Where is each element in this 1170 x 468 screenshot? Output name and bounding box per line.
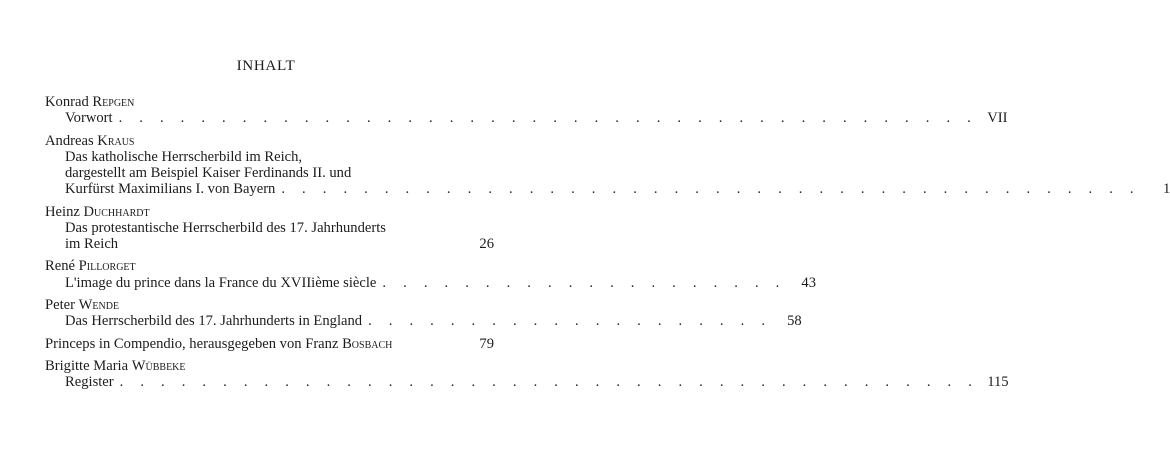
dot-leader: . . . . . . . . . . . . . . . . . . . . . . . . . . . . . . . . . . . . . . . . . . (118, 110, 978, 127)
toc-entry-kraus[interactable] (45, 132, 1170, 198)
author-first-name: Peter (45, 296, 79, 313)
chapter-title: Das Herrscherbild des 17. Jahrhunderts in England (65, 313, 363, 330)
title-line (45, 374, 1009, 391)
author-first-name: Konrad (45, 94, 93, 110)
author-name (45, 94, 494, 110)
author-last-name: Duchhardt (83, 203, 150, 220)
title-line (45, 274, 817, 291)
dot-leader: . . . . . . . . . . . . . . . . . . . . . . . . . . . . . . . . . . . . . . . . . . (281, 181, 1141, 198)
author-last-name: Wende (78, 296, 120, 313)
title-line (45, 313, 802, 330)
author-last-name: Repgen (92, 94, 135, 110)
page-number: 58 (787, 313, 802, 330)
page-number: 43 (801, 274, 817, 291)
title-line (45, 181, 1170, 198)
author-name (45, 133, 494, 149)
chapter-title: Princeps in Compendio, herausgegeben von Franz (45, 335, 343, 352)
chapter-title: L'image du prince dans la France du XVIIième siècle (65, 274, 377, 291)
page-number: 115 (987, 374, 1009, 391)
toc-entry-wuebbeke[interactable] (45, 357, 1009, 391)
author-name (45, 358, 494, 374)
title-line (45, 336, 494, 352)
author-first-name: Heinz (45, 203, 84, 220)
page-number: VII (987, 110, 1008, 127)
toc-entry-duchhardt[interactable] (45, 204, 494, 253)
author-name (45, 297, 494, 313)
chapter-title: Vorwort (65, 110, 113, 127)
toc-entry-pillorget[interactable] (45, 258, 817, 291)
page-title: INHALT (236, 57, 296, 74)
toc-entry-wende[interactable] (45, 296, 802, 330)
page-number: 1 (1162, 181, 1170, 198)
author-first-name: Brigitte Maria (45, 357, 132, 374)
dot-leader: . . . . . . . . . . . . . . . . . . . . (382, 274, 787, 291)
table-of-contents (45, 94, 1170, 397)
chapter-title: im Reich (65, 236, 119, 252)
author-first-name: Andreas (45, 132, 98, 149)
toc-entry-princeps[interactable] (45, 336, 494, 352)
chapter-title: dargestellt am Beispiel Kaiser Ferdinands II. und (65, 165, 352, 181)
author-last-name: Pillorget (78, 258, 136, 275)
page-number: 26 (479, 236, 494, 252)
toc-entry-repgen[interactable] (45, 94, 1008, 127)
page-number: 79 (479, 335, 494, 352)
title-line (45, 110, 1008, 127)
dot-leader: . . . . . . . . . . . . . . . . . . . . (368, 313, 772, 330)
author-last-name: Wübbeke (131, 357, 186, 374)
chapter-title: Register (65, 374, 114, 391)
title-line (45, 236, 494, 252)
chapter-title: Kurfürst Maximilians I. von Bayern (65, 181, 276, 198)
chapter-title: Das protestantische Herrscherbild des 17. Jahrhunderts (65, 219, 386, 236)
author-first-name: René (45, 258, 79, 275)
author-last-name: Kraus (97, 132, 135, 149)
chapter-title: Das katholische Herrscherbild im Reich, (65, 148, 303, 165)
editor-name: Bosbach (342, 335, 393, 352)
author-name (45, 204, 494, 220)
author-name (45, 258, 494, 274)
dot-leader: . . . . . . . . . . . . . . . . . . . . . . . . . . . . . . . . . . . . . . . . . . (119, 374, 979, 391)
